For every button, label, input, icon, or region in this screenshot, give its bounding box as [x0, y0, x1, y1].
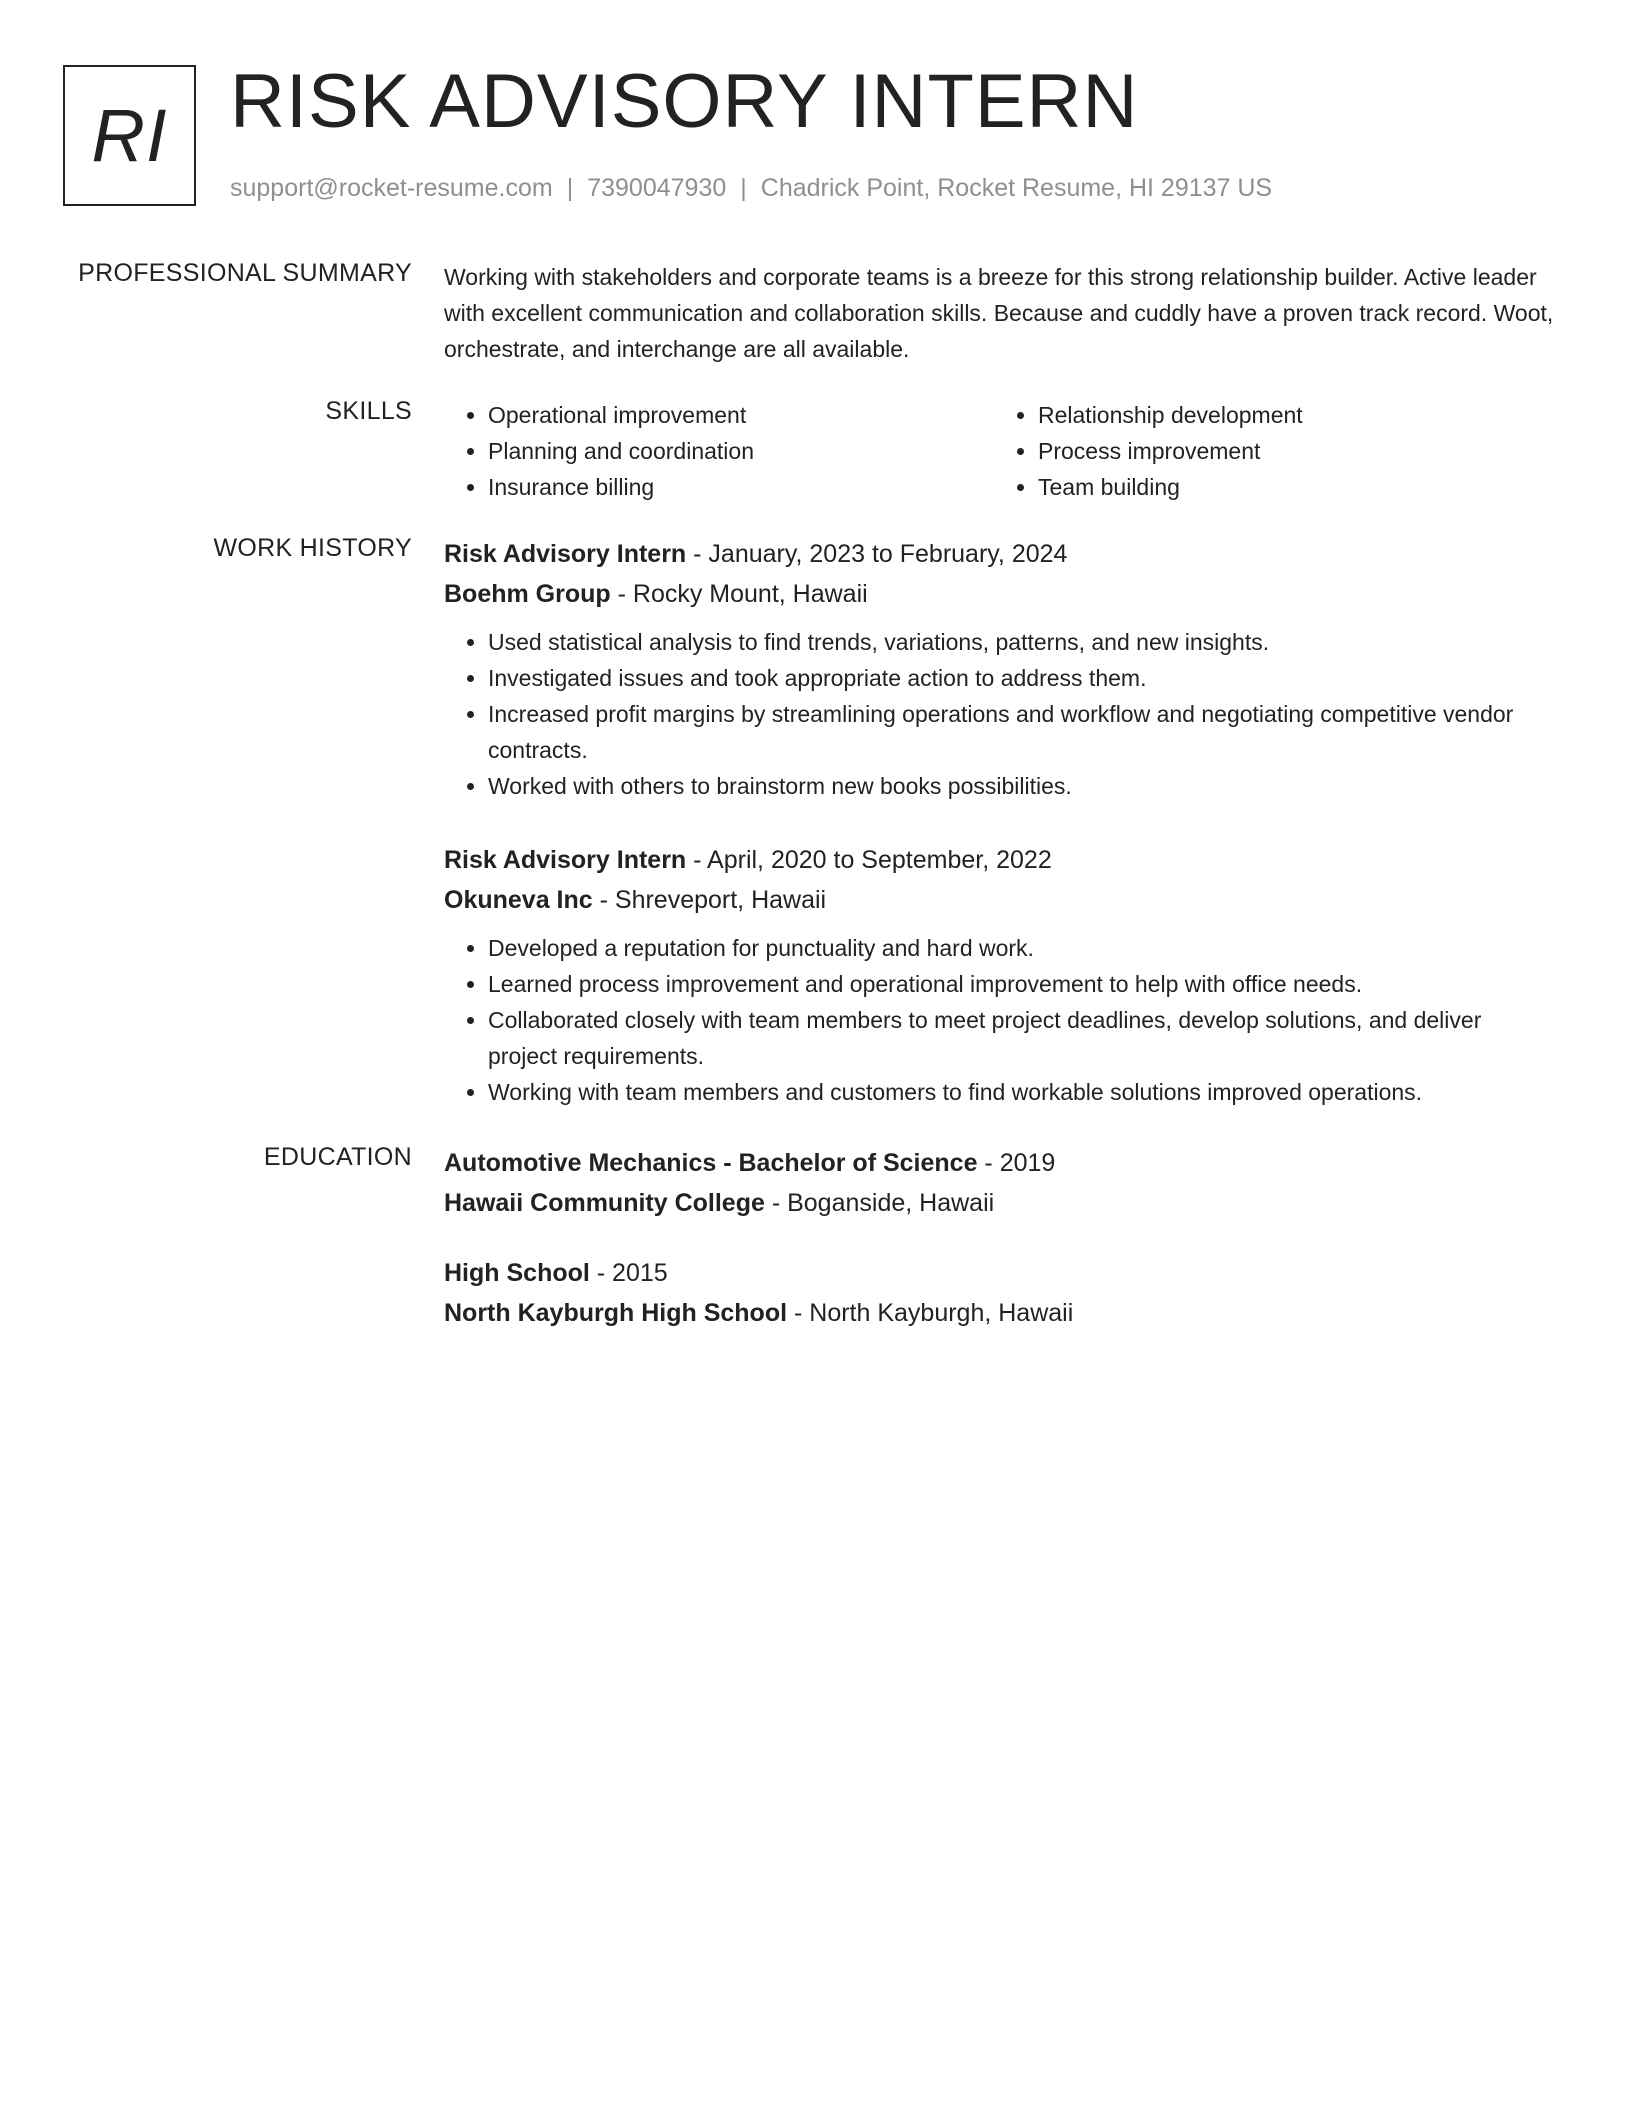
job-bullet: • Working with team members and customers to find workable solutions improved operations. [488, 1074, 1556, 1110]
job-bullet: • Developed a reputation for punctuality and hard work. [488, 930, 1556, 966]
education-year: - 2015 [589, 1259, 668, 1287]
job-title: Risk Advisory Intern [444, 846, 687, 874]
contact-address: Chadrick Point, Rocket Resume, HI 29137 US [760, 174, 1273, 202]
contact-separator: | [566, 174, 574, 202]
skills-grid [444, 397, 1544, 505]
education-degree: Automotive Mechanics - Bachelor of Science [444, 1149, 978, 1177]
education-school: Hawaii Community College [444, 1189, 765, 1217]
job-location: - Shreveport, Hawaii [592, 886, 827, 914]
section-label-summary: PROFESSIONAL SUMMARY [78, 259, 412, 287]
education-body [444, 1143, 1556, 1363]
summary-text: Working with stakeholders and corporate teams is a breeze for this strong relationship builder. Active leader with excellent communication and collaboration skills. Because and cuddly have a proven track record. Woot, orchestrate, and interchange are all available. [444, 264, 1554, 362]
section-label-education: EDUCATION [263, 1143, 412, 1171]
skill-item: • Team building [1038, 469, 1544, 505]
job-bullet-list [444, 930, 1556, 1110]
contact-line [230, 174, 1272, 203]
skills-body [444, 397, 1556, 505]
job-bullet: • Used statistical analysis to find trends, variations, patterns, and new insights. [488, 624, 1556, 660]
job-bullet-list [444, 624, 1556, 804]
job-entry [444, 840, 1556, 1110]
skill-item: • Planning and coordination [488, 433, 994, 469]
resume-title: RISK ADVISORY INTERN [230, 59, 1139, 144]
job-entry [444, 534, 1556, 804]
contact-email[interactable]: support@rocket-resume.com [230, 174, 553, 202]
section-label-work-history: WORK HISTORY [213, 534, 412, 562]
education-degree-line [444, 1253, 1556, 1293]
monogram-initials: RI [91, 94, 168, 177]
job-company-line [444, 574, 1556, 614]
education-degree: High School [444, 1259, 590, 1287]
skill-item: • Process improvement [1038, 433, 1544, 469]
education-school-line [444, 1293, 1556, 1333]
job-bullet: • Increased profit margins by streamlining operations and workflow and negotiating competitive vendor contracts. [488, 696, 1556, 768]
skill-item: • Insurance billing [488, 469, 994, 505]
skill-item: • Operational improvement [488, 397, 994, 433]
job-title-line [444, 840, 1556, 880]
skills-column-right [994, 397, 1544, 505]
job-location: - Rocky Mount, Hawaii [610, 580, 868, 608]
job-dates: - January, 2023 to February, 2024 [686, 540, 1068, 568]
education-location: - North Kayburgh, Hawaii [787, 1299, 1074, 1327]
job-bullet: • Worked with others to brainstorm new books possibilities. [488, 768, 1556, 804]
education-degree-line [444, 1143, 1556, 1183]
education-year: - 2019 [977, 1149, 1056, 1177]
education-entry [444, 1143, 1556, 1223]
summary-body [444, 259, 1556, 367]
job-bullet: • Collaborated closely with team members to meet project deadlines, develop solutions, and deliver project requirements. [488, 1002, 1556, 1074]
section-label-skills: SKILLS [325, 397, 412, 425]
contact-phone[interactable]: 7390047930 [587, 174, 727, 202]
job-company-line [444, 880, 1556, 920]
work-history-body [444, 534, 1556, 1146]
skill-item: • Relationship development [1038, 397, 1544, 433]
monogram-badge [63, 65, 196, 206]
contact-separator: | [740, 174, 747, 202]
education-location: - Boganside, Hawaii [764, 1189, 995, 1217]
job-company: Okuneva Inc [444, 886, 593, 914]
job-bullet: • Learned process improvement and operational improvement to help with office needs. [488, 966, 1556, 1002]
job-bullet: • Investigated issues and took appropriate action to address them. [488, 660, 1556, 696]
job-title: Risk Advisory Intern [444, 540, 687, 568]
job-company: Boehm Group [444, 580, 611, 608]
job-title-line [444, 534, 1556, 574]
education-school: North Kayburgh High School [444, 1299, 788, 1327]
skills-column-left [444, 397, 994, 505]
education-school-line [444, 1183, 1556, 1223]
job-dates: - April, 2020 to September, 2022 [686, 846, 1052, 874]
education-entry [444, 1253, 1556, 1333]
